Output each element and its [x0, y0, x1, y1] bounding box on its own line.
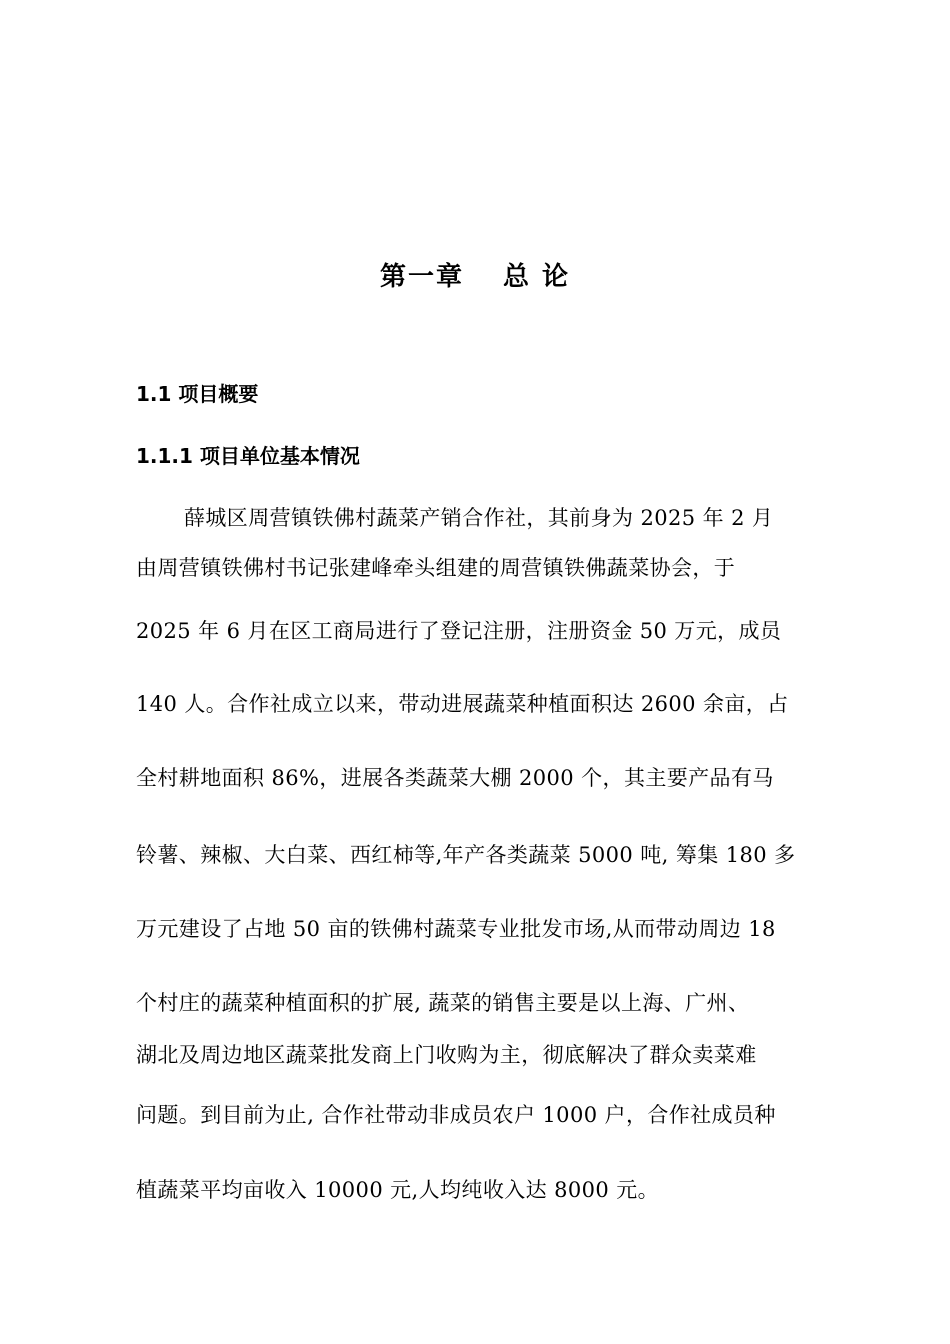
- paragraph-line: 由周营镇铁佛村书记张建峰牵头组建的周营镇铁佛蔬菜协会，于: [136, 556, 736, 580]
- chapter-title: 第一章 总 论: [379, 262, 571, 292]
- paragraph-line: 植蔬菜平均亩收入 10000 元,人均纯收入达 8000 元。: [136, 1178, 660, 1202]
- paragraph-line: 全村耕地面积 86%，进展各类蔬菜大棚 2000 个，其主要产品有马: [136, 766, 774, 790]
- paragraph-line: 万元建设了占地 50 亩的铁佛村蔬菜专业批发市场,从而带动周边 18: [136, 917, 776, 941]
- paragraph-line: 个村庄的蔬菜种植面积的扩展, 蔬菜的销售主要是以上海、广州、: [136, 991, 750, 1015]
- paragraph-line: 2025 年 6 月在区工商局进行了登记注册，注册资金 50 万元，成员: [136, 619, 782, 643]
- paragraph-line: 铃薯、辣椒、大白菜、西红柿等,年产各类蔬菜 5000 吨, 筹集 180 多: [136, 843, 796, 867]
- paragraph-line: 湖北及周边地区蔬菜批发商上门收购为主，彻底解决了群众卖菜难: [136, 1043, 757, 1067]
- subsection-heading: 1.1.1 项目单位基本情况: [136, 444, 360, 468]
- section-heading: 1.1 项目概要: [136, 382, 259, 406]
- paragraph-line: 薛城区周营镇铁佛村蔬菜产销合作社，其前身为 2025 年 2 月: [184, 506, 774, 530]
- paragraph-line: 问题。到目前为止, 合作社带动非成员农户 1000 户，合作社成员种: [136, 1103, 776, 1127]
- paragraph-line: 140 人。合作社成立以来，带动进展蔬菜种植面积达 2600 余亩，占: [136, 692, 789, 716]
